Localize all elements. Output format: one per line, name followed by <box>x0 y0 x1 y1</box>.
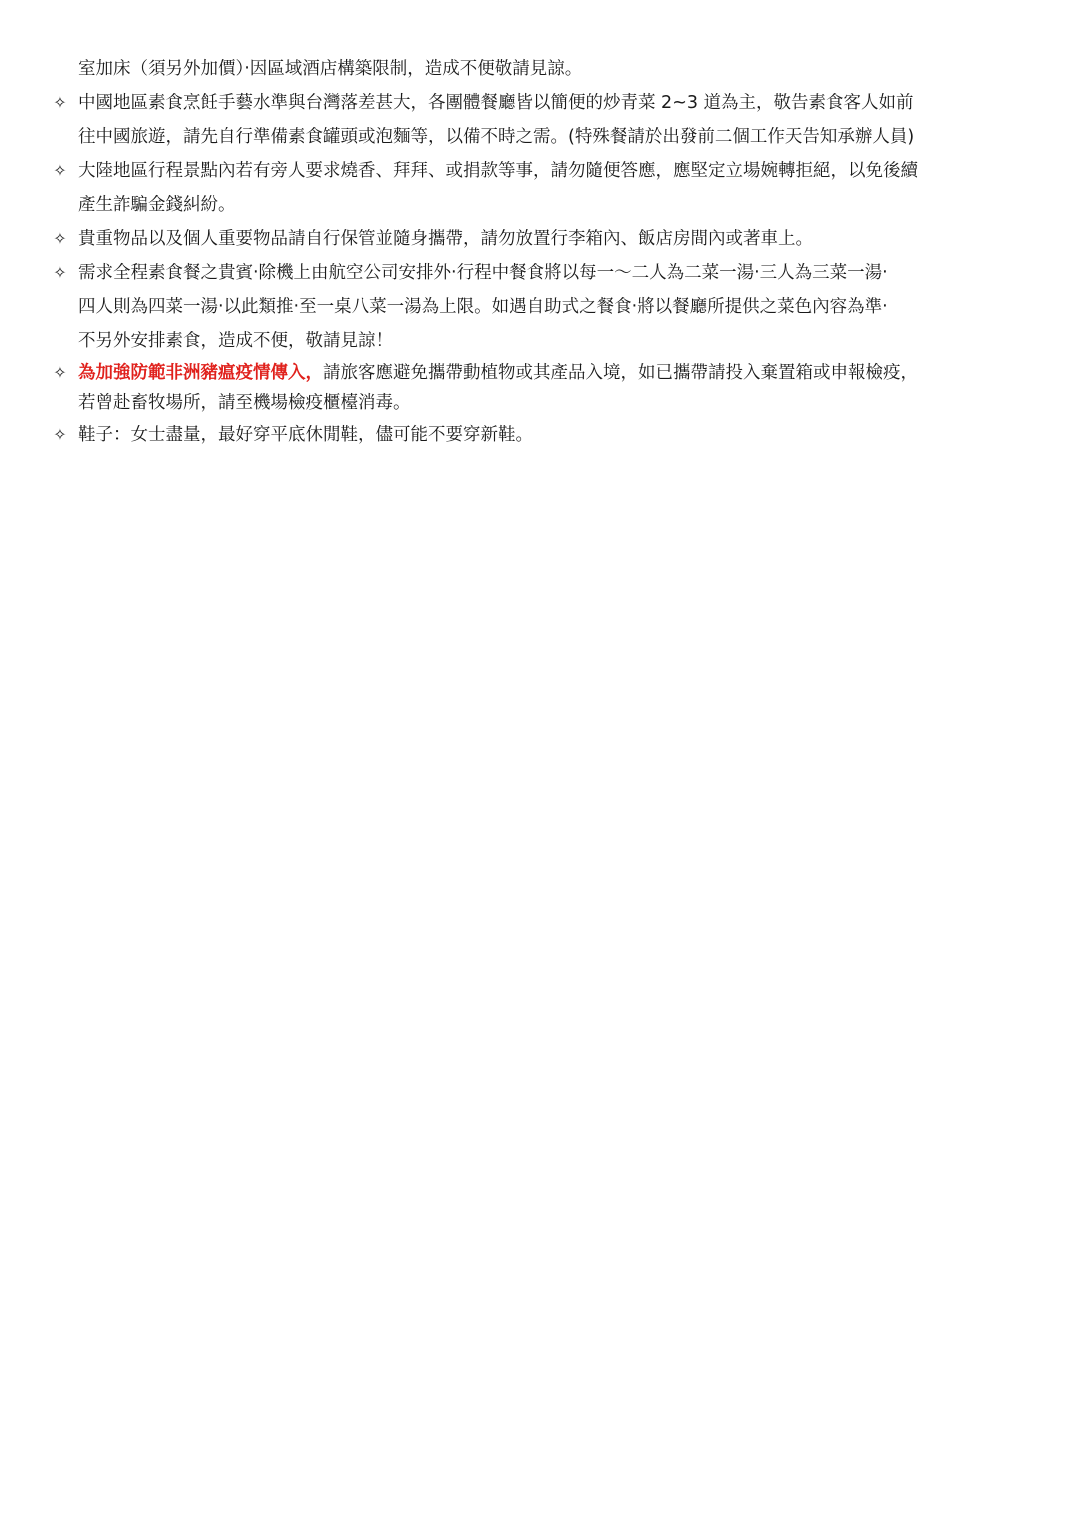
note-text: 四人則為四菜一湯‧以此類推‧至一桌八菜一湯為上限。如遇自助式之餐食‧將以餐廳所提供之菜色內容為準‧ <box>78 297 888 317</box>
note-text-rest: 請旅客應避免攜帶動植物或其產品入境，如已攜帶請投入棄置箱或申報檢疫， <box>323 363 918 383</box>
sparkle-bullet-icon: ✧ <box>53 425 67 444</box>
note-text <box>78 358 918 388</box>
note-item-scam-warning <box>50 154 1030 188</box>
note-continuation-line <box>50 324 1030 358</box>
note-continuation-line <box>50 388 1030 418</box>
note-continuation-line <box>50 290 1030 324</box>
sparkle-bullet-icon: ✧ <box>53 263 67 282</box>
note-text: 室加床（須另外加價）‧因區域酒店構築限制，造成不便敬請見諒。 <box>78 59 583 79</box>
note-continuation-line <box>50 52 1030 86</box>
note-text: 不另外安排素食，造成不便，敬請見諒！ <box>78 331 393 351</box>
note-item-swine-fever <box>50 358 1030 388</box>
note-text: 需求全程素食餐之貴賓‧除機上由航空公司安排外‧行程中餐食將以每一～二人為二菜一湯‧三人為三菜一湯‧ <box>78 263 888 283</box>
note-text: 鞋子：女士盡量，最好穿平底休閒鞋，儘可能不要穿新鞋。 <box>78 425 533 445</box>
note-text: 中國地區素食烹飪手藝水準與台灣落差甚大，各團體餐廳皆以簡便的炒青菜 2~3 道為主，敬告素食客人如前 <box>78 93 914 113</box>
note-text: 貴重物品以及個人重要物品請自行保管並隨身攜帶，請勿放置行李箱內、飯店房間內或著車上。 <box>78 229 813 249</box>
note-continuation-line <box>50 120 1030 154</box>
notes-list <box>50 52 1030 452</box>
note-text: 往中國旅遊，請先自行準備素食罐頭或泡麵等，以備不時之需。(特殊餐請於出發前二個工作天告知承辦人員) <box>78 127 915 147</box>
note-text: 大陸地區行程景點內若有旁人要求燒香、拜拜、或捐款等事，請勿隨便答應，應堅定立場婉轉拒絕，以免後續 <box>78 161 918 181</box>
note-continuation-line <box>50 188 1030 222</box>
note-text: 產生詐騙金錢糾紛。 <box>78 195 236 215</box>
note-text: 若曾赴畜牧場所，請至機場檢疫櫃檯消毒。 <box>78 393 411 413</box>
note-item-valuables <box>50 222 1030 256</box>
sparkle-bullet-icon: ✧ <box>53 363 67 382</box>
sparkle-bullet-icon: ✧ <box>53 229 67 248</box>
note-item-vegetarian-meals <box>50 256 1030 290</box>
swine-fever-highlight: 為加強防範非洲豬瘟疫情傳入， <box>78 363 323 383</box>
note-item-shoes <box>50 418 1030 452</box>
sparkle-bullet-icon: ✧ <box>53 161 67 180</box>
sparkle-bullet-icon: ✧ <box>53 93 67 112</box>
note-item-vegetarian-food <box>50 86 1030 120</box>
